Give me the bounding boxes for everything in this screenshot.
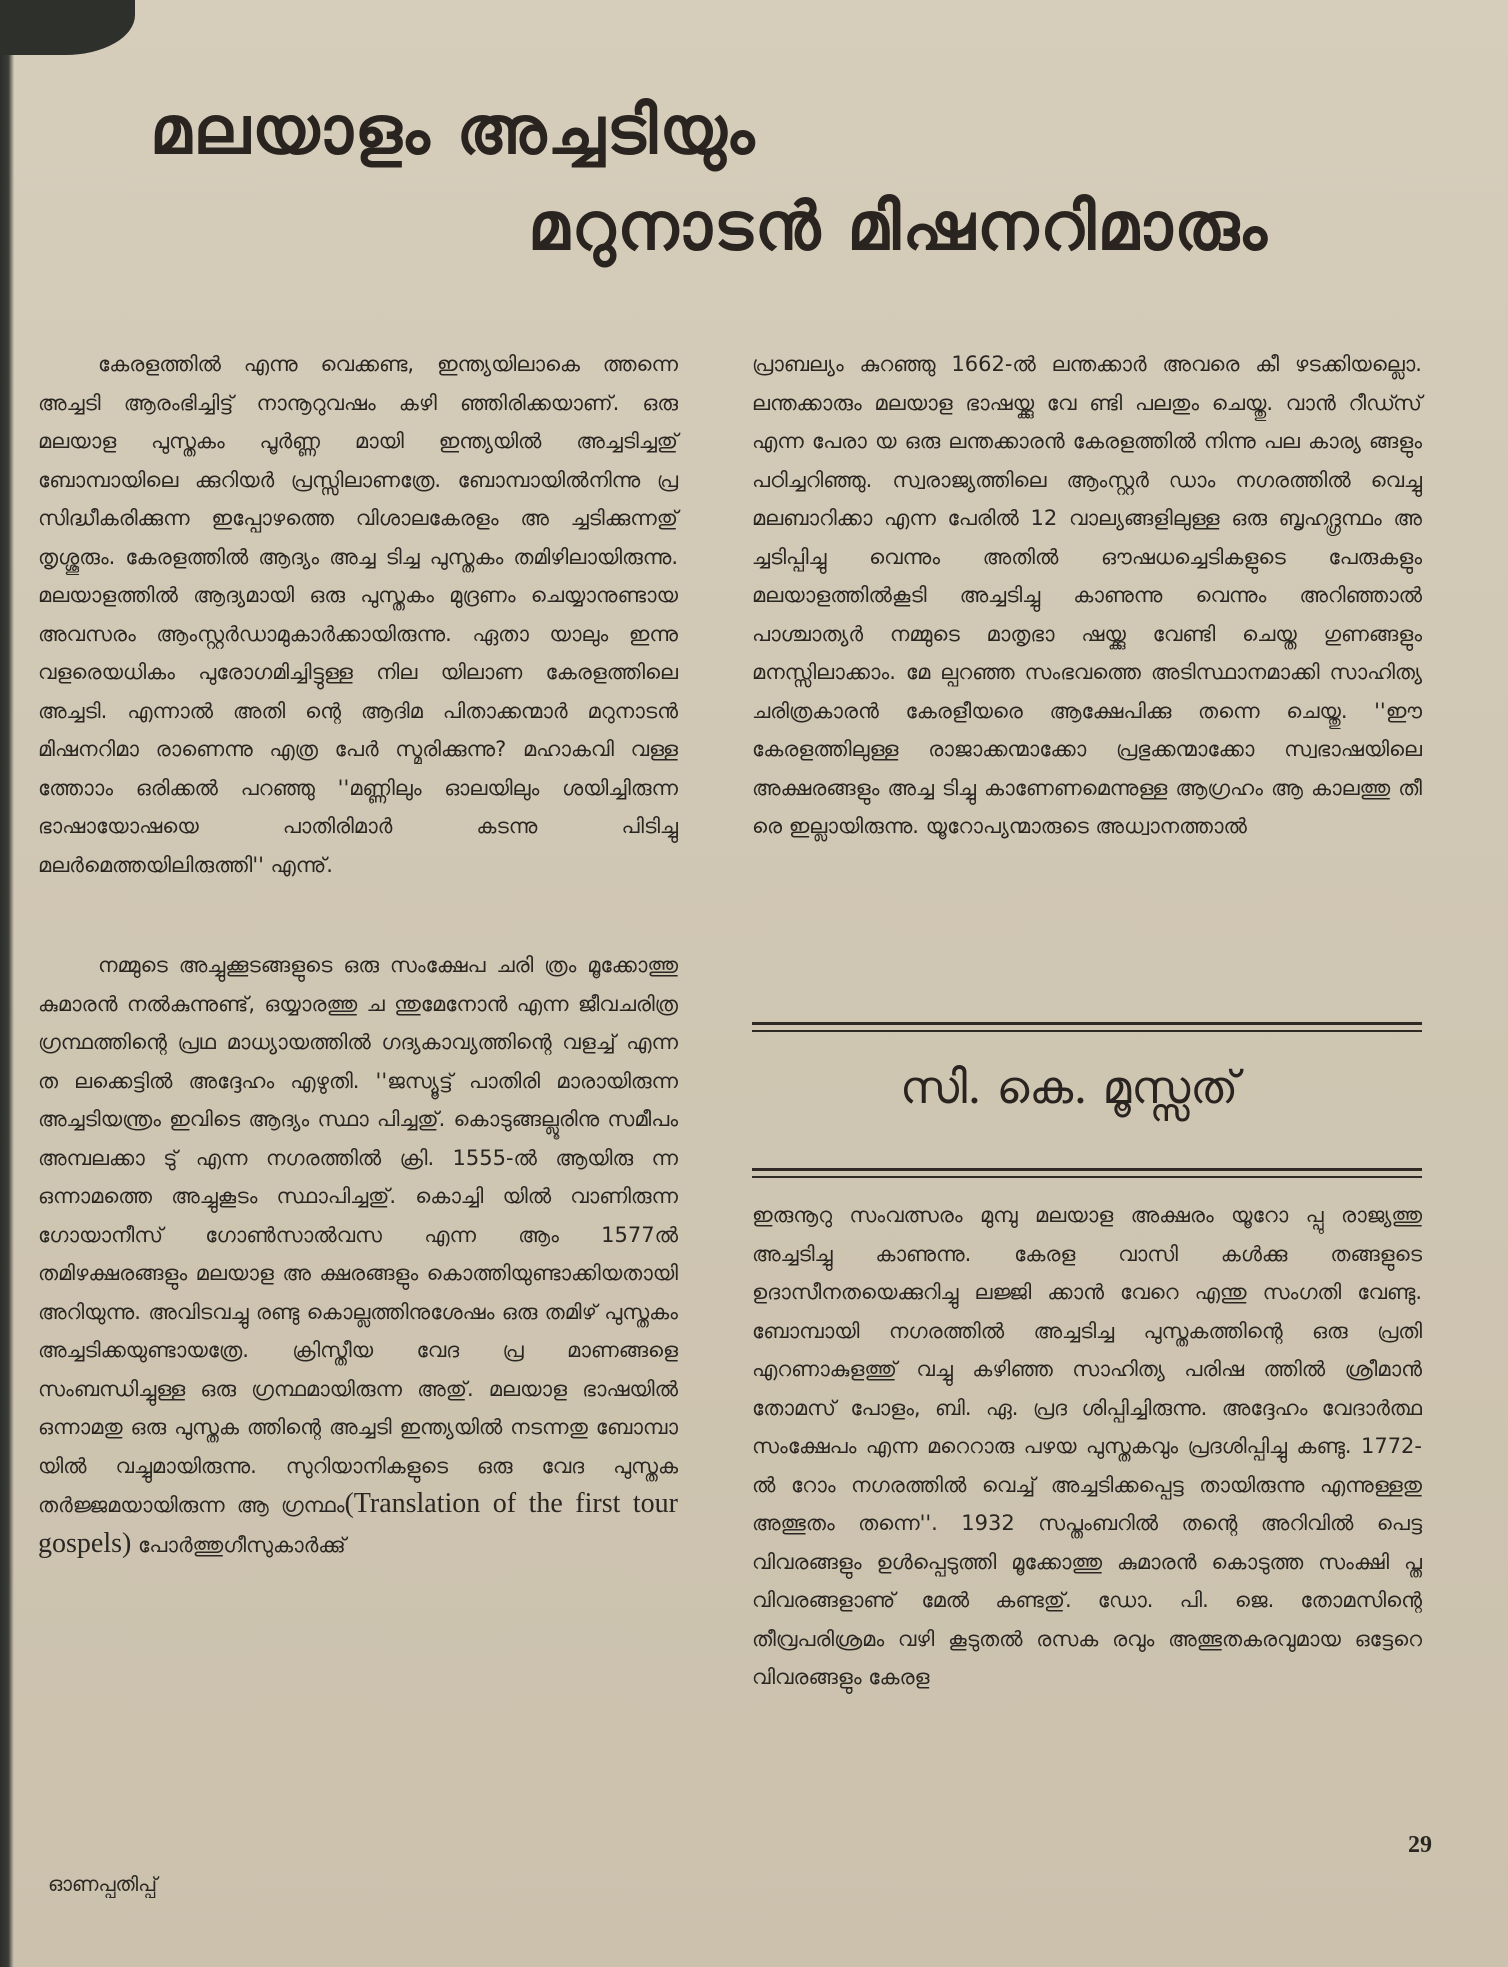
left-paragraph-2: [38, 946, 678, 1564]
author-rule-bottom: [752, 1168, 1422, 1171]
torn-corner: [0, 0, 135, 55]
left-paragraph-1: കേരളത്തിൽ എന്നു വെക്കണ്ട, ഇന്ത്യയിലാകെ ത്തന്നെ അച്ചടി ആരംഭിച്ചിട്ട് നാനൂറുവഷം കഴി ഞ്ഞിരിക്കയാണ്. ഒരു മലയാള പുസ്തകം പൂർണ്ണ മായി ഇന്ത്യയിൽ അച്ചടിച്ചതു് ബോമ്പായിലെ ക്കുറിയർ പ്രസ്സിലാണത്രേ. ബോമ്പായിൽനിന്നു പ്ര സിദ്ധീകരിക്കുന്ന ഇപ്പോഴത്തെ വിശാലകേരളം അ ച്ചടിക്കുന്നതു് തൃശ്ശൂരും. കേരളത്തിൽ ആദ്യം അച്ച ടിച്ച പുസ്തകം തമിഴിലായിരുന്നു. മലയാളത്തിൽ ആദ്യമായി ഒരു പുസ്തകം മുദ്രണം ചെയ്യാനുണ്ടായ അവസരം ആംസ്റ്റർഡാമുകാർക്കായിരുന്നു. ഏതാ യാലും ഇന്നു വളരെയധികം പുരോഗമിച്ചിട്ടുള്ള നില യിലാണ കേരളത്തിലെ അച്ചടി. എന്നാൽ അതി ന്റെ ആദിമ പിതാക്കന്മാർ മറുനാടൻ മിഷനറിമാ രാണെന്നു എത്ര പേർ സ്മരിക്കുന്നു? മഹാകവി വള്ള ത്തോാം ഒരിക്കൽ പറഞ്ഞു ''മണ്ണിലും ഓലയിലും ശയിച്ചിരുന്ന ഭാഷായോഷയെ പാതിരിമാർ കടന്നു പിടിച്ചു മലർമെത്തയിലിരുത്തി'' എന്നു്.: [38, 352, 678, 877]
author-rule-top-inner: [752, 1030, 1422, 1032]
footer-label: ഓണപ്പതിപ്പ്: [48, 1872, 158, 1896]
left-column: [38, 345, 678, 1564]
left-paragraph-2-text: നമ്മുടെ അച്ചുക്കൂടങ്ങളുടെ ഒരു സംക്ഷേപ ചരി ത്രം മൂക്കോത്തു കുമാരൻ നൽകുന്നുണ്ട്, ഒയ്യാരത്തു ച ന്തുമേനോൻ എന്ന ജീവചരിത്ര ഗ്രന്ഥത്തിന്റെ പ്രഥ മാധ്യായത്തിൽ ഗദ്യകാവ്യത്തിന്റെ വളച്ച് എന്ന ത ലക്കെട്ടിൽ അദ്ദേഹം എഴുതി. ''ജസ്യൂട്ട് പാതിരി മാരായിരുന്ന അച്ചടിയന്ത്രം ഇവിടെ ആദ്യം സ്ഥാ പിച്ചതു്. കൊടുങ്ങല്ലൂരിനു സമീപം അമ്പലക്കാ ടു് എന്ന നഗരത്തിൽ ക്രി. 1555-ൽ ആയിരു ന്ന ഒന്നാമത്തെ അച്ചുകൂടം സ്ഥാപിച്ചതു്. കൊച്ചി യിൽ വാണിരുന്ന ഗോയാനീസ് ഗോൺസാൽവസ എന്ന ആം 1577ൽ തമിഴക്ഷരങ്ങളും മലയാള അ ക്ഷരങ്ങളും കൊത്തിയുണ്ടാക്കിയതായി അറിയുന്നു. അവിടവച്ചു രണ്ടു കൊല്ലത്തിനുശേഷം ഒരു തമിഴ് പുസ്തകം അച്ചടിക്കയുണ്ടായത്രേ. ക്രിസ്തീയ വേദ പ്ര മാണങ്ങളെ സംബന്ധിച്ചുള്ള ഒരു ഗ്രന്ഥമായിരുന്ന അതു്. മലയാള ഭാഷയിൽ ഒന്നാമതു ഒരു പുസ്തക ത്തിന്റെ അച്ചടി ഇന്ത്യയിൽ നടന്നതു ബോമ്പാ യിൽ വച്ചുമായിരുന്നു. സുറിയാനികളുടെ ഒരു വേദ പുസ്തക തർജ്ജമയായിരുന്ന ആ ഗ്രന്ഥം: [38, 953, 678, 1517]
scan-binding-edge: [0, 0, 14, 1967]
right-column-bottom: [752, 1196, 1422, 1697]
author-byline: സി. കെ. മൂസ്സത്: [900, 1060, 1239, 1114]
author-rule-top: [752, 1022, 1422, 1025]
page-number: 29: [1408, 1832, 1432, 1858]
right-column-top: [752, 345, 1422, 846]
author-rule-bottom-inner: [752, 1176, 1422, 1178]
right-paragraph-1: പ്രാബല്യം കുറഞ്ഞു 1662-ൽ ലന്തക്കാർ അവരെ കീ ഴടക്കിയല്ലൊ. ലന്തക്കാരും മലയാള ഭാഷയ്ക്കു വേ ണ്ടി പലതും ചെയ്തു. വാൻ റീഡ്സ് എന്ന പേരാ യ ഒരു ലന്തക്കാരൻ കേരളത്തിൽ നിന്നു പല കാര്യ ങ്ങളും പഠിച്ചറിഞ്ഞു. സ്വരാജ്യത്തിലെ ആംസ്റ്റർ ഡാം നഗരത്തിൽ വെച്ചു മലബാറിക്കാ എന്ന പേരിൽ 12 വാല്യങ്ങളിലുള്ള ഒരു ബൃഹദ്ഗ്രന്ഥം അ ച്ചടിപ്പിച്ചു വെന്നും അതിൽ ഔഷധച്ചെടികളുടെ പേരുകളും മലയാളത്തിൽകൂടി അച്ചടിച്ചു കാണുന്നു വെന്നും അറിഞ്ഞാൽ പാശ്ചാത്യർ നമ്മുടെ മാതൃഭാ ഷയ്ക്കു വേണ്ടി ചെയ്ത ഗുണങ്ങളും മനസ്സിലാക്കാം. മേ ല്പറഞ്ഞ സംഭവത്തെ അടിസ്ഥാനമാക്കി സാഹിത്യ ചരിത്രകാരൻ കേരളീയരെ ആക്ഷേപിക്കു തന്നെ ചെയ്തു. ''ഈ കേരളത്തിലുള്ള രാജാക്കന്മാക്കോ പ്രഭുക്കന്മാക്കോ സ്വഭാഷയിലെ അക്ഷരങ്ങളും അച്ച ടിച്ചു കാണേണമെന്നുള്ള ആഗ്രഹം ആ കാലത്തു തീ രെ ഇല്ലായിരുന്നു. യൂറോപ്യന്മാരുടെ അധ്വാനത്താൽ: [752, 352, 1422, 838]
article-title-line-2: മറുനാടൻ മിഷനറിമാരും: [528, 188, 1269, 265]
article-title-line-1: മലയാളം അച്ചടിയും: [150, 92, 757, 169]
right-paragraph-2: ഇരുനൂറു സംവത്സരം മുമ്പു മലയാള അക്ഷരം യൂറോ പ്പു രാജ്യത്തു അച്ചടിച്ചു കാണുന്നു. കേരള വാസി കൾക്കു തങ്ങളുടെ ഉദാസീനതയെക്കുറിച്ചു ലജ്ജി ക്കാൻ വേറെ എന്തു സംഗതി വേണ്ടു. ബോമ്പായി നഗരത്തിൽ അച്ചടിച്ച പുസ്തകത്തിന്റെ ഒരു പ്രതി എറണാകുളത്തു് വച്ചു കഴിഞ്ഞ സാഹിത്യ പരിഷ ത്തിൽ ശ്രീമാൻ തോമസ് പോളം, ബി. ഏ. പ്രദ ശിപ്പിച്ചിരുന്നു. അദ്ദേഹം വേദാർത്ഥ സംക്ഷേപം എന്ന മറെറാരു പഴയ പുസ്തകവും പ്രദശിപ്പിച്ചു കണ്ടു. 1772-ൽ റോം നഗരത്തിൽ വെച്ച് അച്ചടിക്കപ്പെട്ട തായിരുന്നു എന്നുള്ളതു അത്ഭുതം തന്നെ''. 1932 സപ്തംബറിൽ തന്റെ അറിവിൽ പെട്ട വിവരങ്ങളും ഉൾപ്പെടുത്തി മൂക്കോത്തു കുമാരൻ കൊടുത്ത സംക്ഷി പ്ത വിവരങ്ങളാണു് മേൽ കണ്ടതു്. ഡോ. പി. ജെ. തോമസിന്റെ തീവ്രപരിശ്രമം വഴി കൂടുതൽ രസക രവും അത്ഭുതകരവുമായ ഒട്ടേറെ വിവരങ്ങളും കേരള: [752, 1203, 1422, 1689]
english-phrase: (Translation of the first tour gospels): [38, 1488, 678, 1559]
left-paragraph-2-tail: പോർത്തുഗീസുകാർക്കു്: [138, 1532, 346, 1557]
